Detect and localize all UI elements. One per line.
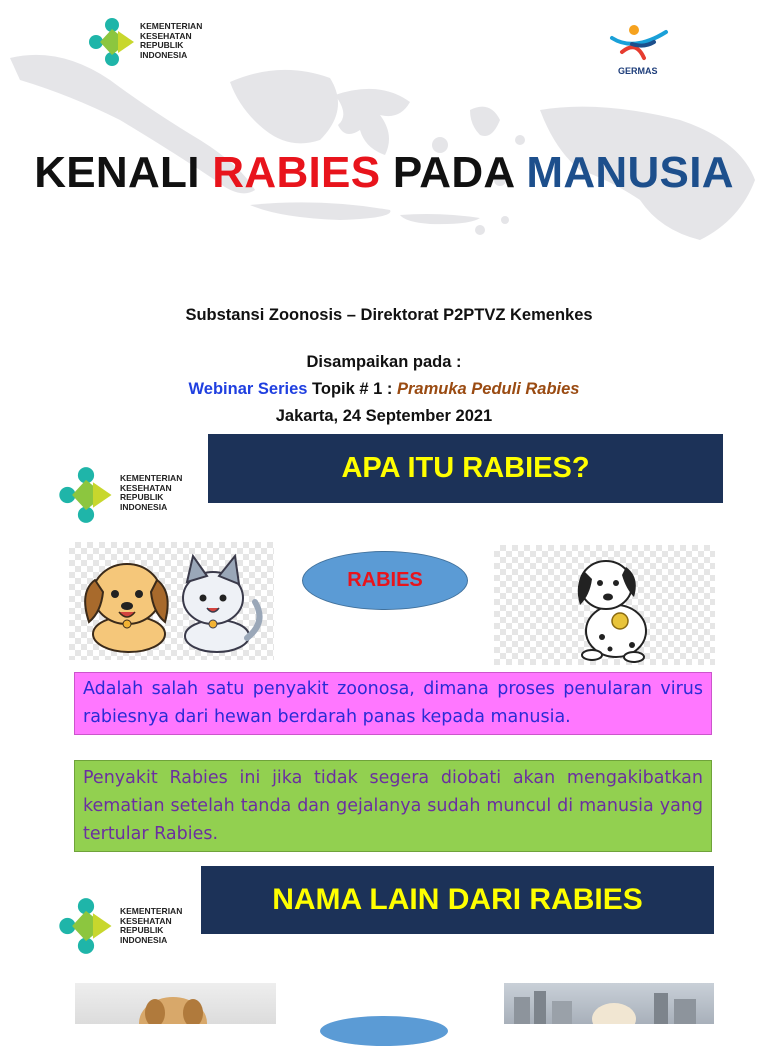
ministry-emblem-icon xyxy=(58,897,114,955)
puppy-kitten-drawing xyxy=(69,542,274,660)
delivery-info xyxy=(0,349,768,430)
logo-line-4: INDONESIA xyxy=(120,501,168,512)
consequence-box xyxy=(74,760,712,852)
logo-line-4: INDONESIA xyxy=(120,934,168,945)
logo-line-4: INDONESIA xyxy=(140,49,188,60)
ministry-emblem-icon xyxy=(88,17,136,67)
logo-line-2: KESEHATAN xyxy=(140,30,192,41)
topic-title: Pramuka Peduli Rabies xyxy=(396,380,580,398)
city-photo-partial xyxy=(504,983,714,1024)
title-pada: PADA xyxy=(380,148,527,197)
title-kenali: KENALI xyxy=(34,148,213,197)
delivery-topic-line xyxy=(0,376,768,403)
logo-line-2: KESEHATAN xyxy=(120,915,172,926)
presenter-line: Substansi Zoonosis – Direktorat P2PTVZ Kemenkes xyxy=(185,306,593,324)
logo-line-2: KESEHATAN xyxy=(120,482,172,493)
puppy-kitten-illustration xyxy=(69,542,274,660)
logo-line-3: REPUBLIK xyxy=(140,40,184,50)
dog-photo-partial xyxy=(75,983,276,1024)
logo-line-1: KEMENTERIAN xyxy=(120,473,183,483)
definition-text: Adalah salah satu penyakit zoonosa, dimana proses penularan virus rabiesnya dari hewan berdarah panas kepada manusia. xyxy=(83,679,703,727)
place-date: Jakarta, 24 September 2021 xyxy=(275,407,493,425)
dalmatian-illustration xyxy=(494,545,715,665)
dog-photo-drawing xyxy=(75,983,276,1024)
title-rabies: RABIES xyxy=(212,148,381,197)
banner-apa-itu-rabies xyxy=(208,434,723,503)
ellipse-partial xyxy=(320,1016,448,1046)
consequence-text: Penyakit Rabies ini jika tidak segera diobati akan mengakibatkan kematian setelah tanda dan gejalanya sudah muncul di manusia yang tertular Rabies. xyxy=(83,768,703,844)
germas-logo xyxy=(604,22,674,78)
logo-line-1: KEMENTERIAN xyxy=(120,906,183,916)
dalmatian-drawing xyxy=(494,545,715,665)
logo-line-3: REPUBLIK xyxy=(120,492,164,502)
banner-nama-lain xyxy=(201,866,714,934)
logo-line-3: REPUBLIK xyxy=(120,925,164,935)
ministry-logo xyxy=(88,17,208,69)
title-manusia: MANUSIA xyxy=(526,148,734,197)
rabies-ellipse xyxy=(302,551,468,610)
banner-text: APA ITU RABIES? xyxy=(341,452,590,484)
ministry-logo-slide2 xyxy=(58,466,188,522)
definition-box xyxy=(74,672,712,735)
webinar-series: Webinar Series xyxy=(188,380,308,398)
germas-figure-icon xyxy=(604,22,674,64)
banner-text: NAMA LAIN DARI RABIES xyxy=(272,883,643,916)
logo-line-1: KEMENTERIAN xyxy=(140,21,203,31)
topic-number: Topik # 1 : xyxy=(307,380,397,398)
delivery-intro: Disampaikan pada : xyxy=(306,353,462,371)
rabies-ellipse-label: RABIES xyxy=(347,569,423,591)
ministry-logo-slide3 xyxy=(58,897,188,953)
ministry-emblem-icon xyxy=(58,466,114,524)
city-photo-drawing xyxy=(504,983,714,1024)
main-title xyxy=(0,148,768,198)
germas-label: GERMAS xyxy=(618,66,658,76)
